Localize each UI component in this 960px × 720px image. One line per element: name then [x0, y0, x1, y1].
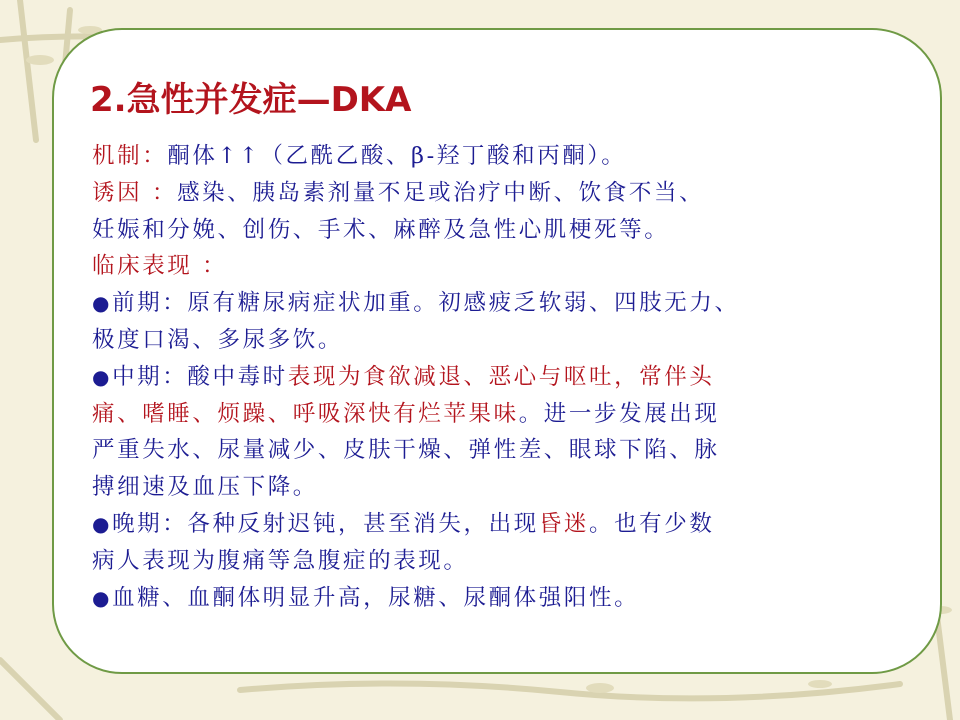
bullet-icon: ●	[92, 291, 113, 316]
slide-title: 2.急性并发症—DKA	[90, 80, 412, 120]
slide-body	[92, 138, 922, 616]
lab-findings-text: 血糖、血酮体明显升高，尿糖、尿酮体强阳性。	[112, 584, 640, 611]
bullet-icon: ●	[92, 364, 113, 389]
bullet-icon: ●	[92, 511, 113, 536]
cause-label: 诱因 ：	[92, 179, 178, 206]
mechanism-label: 机制：	[92, 143, 168, 169]
mechanism-text: 酮体↑↑（乙酰乙酸、β-羟丁酸和丙酮）。	[167, 143, 627, 169]
mid-stage-line-3: 严重失水、尿量减少、皮肤干燥、弹性差、眼球下陷、脉	[92, 437, 720, 464]
bullet-icon: ●	[92, 585, 113, 610]
mid-stage-text-1a: 中期：酸中毒时	[112, 363, 288, 390]
early-stage-line-2: 极度口渴、多尿多饮。	[92, 326, 344, 353]
early-stage-text-1: 前期：原有糖尿病症状加重。初感疲乏软弱、四肢无力、	[112, 290, 740, 317]
mid-stage-line-2	[92, 396, 922, 433]
mid-stage-text-1b: 表现为食欲减退、恶心与呕吐，常伴头	[287, 363, 715, 390]
mid-stage-line-4: 搏细速及血压下降。	[92, 474, 318, 501]
mid-stage-text-2b: 。进一步发展出现	[518, 400, 720, 427]
late-stage-line-2: 病人表现为腹痛等急腹症的表现。	[92, 547, 469, 574]
mid-stage-text-2a: 痛、嗜睡、烦躁、呼吸深快有烂苹果味	[92, 400, 519, 427]
cause-text-1: 感染、胰岛素剂量不足或治疗中断、饮食不当、	[177, 179, 705, 206]
late-stage-text-1b: 昏迷	[538, 510, 589, 537]
early-stage-line-1	[92, 285, 922, 322]
mechanism-line	[92, 138, 922, 175]
late-stage-text-1a: 晚期：各种反射迟钝，甚至消失，出现	[112, 510, 539, 537]
clinical-label: 临床表现 ：	[92, 253, 228, 280]
cause-line-1	[92, 175, 922, 212]
lab-findings-line	[92, 580, 922, 617]
mid-stage-line-1	[92, 359, 922, 396]
cause-line-2: 妊娠和分娩、创伤、手术、麻醉及急性心肌梗死等。	[92, 216, 670, 243]
late-stage-line-1	[92, 506, 922, 543]
late-stage-text-1c: 。也有少数	[588, 510, 715, 537]
